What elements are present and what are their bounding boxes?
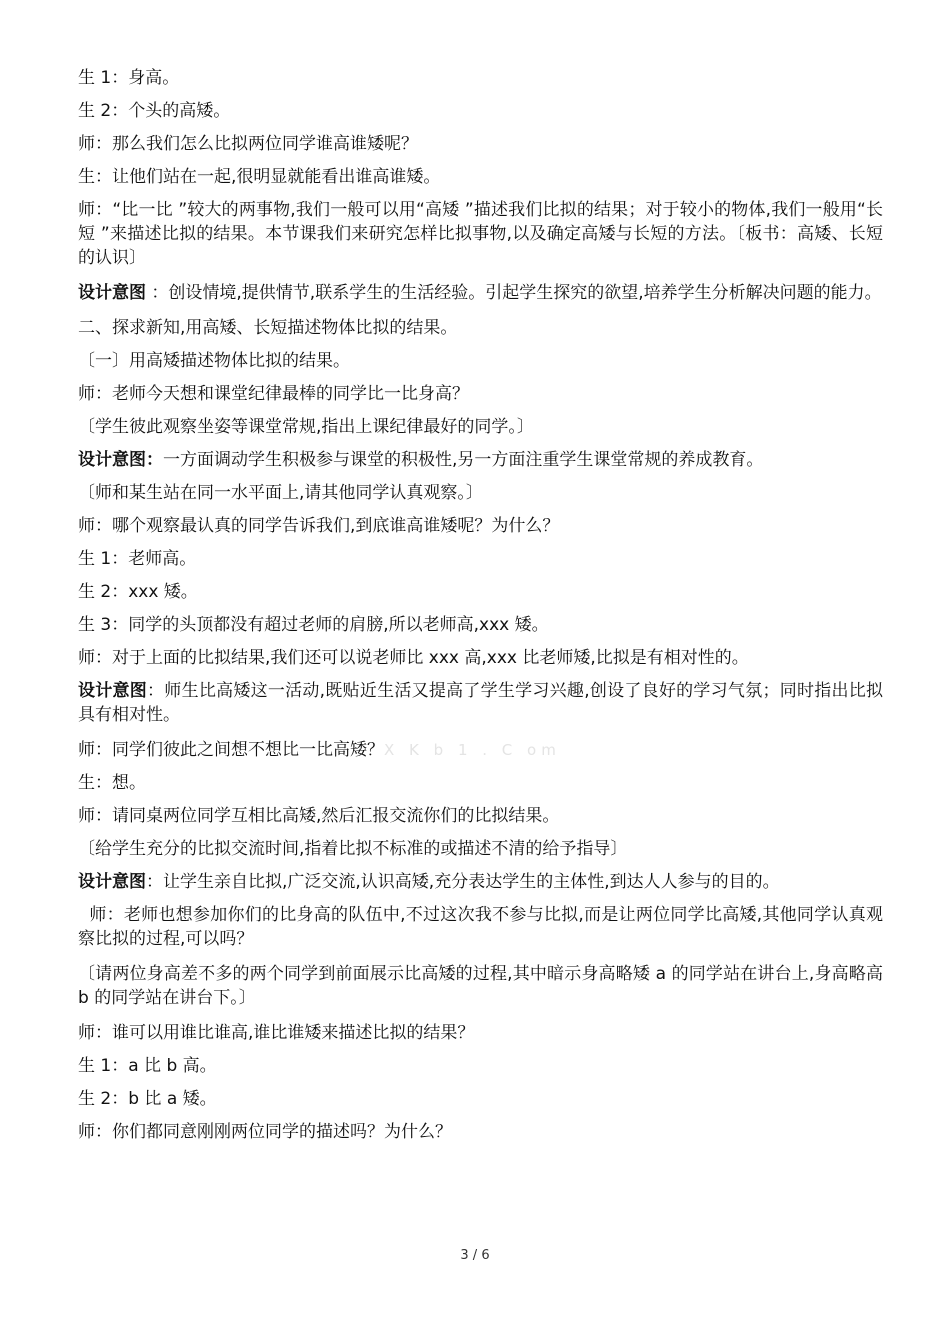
paragraph: 生 3：同学的头顶都没有超过老师的肩膀,所以老师高,xxx 矮。 — [78, 615, 549, 635]
design-intent-label: 设计意图 — [78, 872, 146, 892]
paragraph: 师：对于上面的比拟结果,我们还可以说老师比 xxx 高,xxx 比老师矮,比拟是有相对性的。 — [78, 648, 749, 668]
design-intent-paragraph: 设计意图：一方面调动学生积极参与课堂的积极性,另一方面注重学生课堂常规的养成教育。 — [78, 450, 764, 470]
paragraph: 生 2：b 比 a 矮。 — [78, 1089, 217, 1109]
paragraph: 〔学生彼此观察坐姿等课堂常规,指出上课纪律最好的同学。〕 — [78, 417, 534, 437]
design-intent-label: 设计意图： — [78, 450, 163, 470]
paragraph: 师：老师今天想和课堂纪律最棒的同学比一比身高？ — [78, 384, 469, 404]
paragraph: 〔请两位身高差不多的两个同学到前面展示比高矮的过程,其中暗示身高略矮 a 的同学站在讲台上,身高略高 b 的同学站在讲台下。〕 — [78, 964, 883, 1008]
watermark-text: X K b 1 . C om — [384, 741, 561, 759]
design-intent-paragraph: 设计意图 ：创设情境,提供情节,联系学生的生活经验。引起学生探究的欲望,培养学生分析解决问题的能力。 — [78, 283, 882, 303]
paragraph: 〔师和某生站在同一水平面上,请其他同学认真观察。〕 — [78, 483, 483, 503]
paragraph: 生：让他们站在一起,很明显就能看出谁高谁矮。 — [78, 167, 441, 187]
section-heading: 二、探求新知,用高矮、长短描述物体比拟的结果。 — [78, 318, 458, 338]
paragraph: 师：那么我们怎么比拟两位同学谁高谁矮呢？ — [78, 134, 418, 154]
paragraph: 师：老师也想参加你们的比身高的队伍中,不过这次我不参与比拟,而是让两位同学比高矮,其他同学认真观察比拟的过程,可以吗？ — [78, 905, 883, 949]
paragraph: 师：同学们彼此之间想不想比一比高矮？X K b 1 . C om — [78, 740, 561, 760]
design-intent-label: 设计意图 — [78, 283, 146, 303]
paragraph: 师：请同桌两位同学互相比高矮,然后汇报交流你们的比拟结果。 — [78, 806, 560, 826]
design-intent-paragraph: 设计意图：师生比高矮这一活动,既贴近生活又提高了学生学习兴趣,创设了良好的学习气氛；同时指出比拟具有相对性。 — [78, 681, 884, 725]
paragraph: 师：哪个观察最认真的同学告诉我们,到底谁高谁矮呢？为什么？ — [78, 516, 560, 536]
paragraph: 生 1：身高。 — [78, 68, 180, 88]
design-intent-paragraph: 设计意图：让学生亲自比拟,广泛交流,认识高矮,充分表达学生的主体性,到达人人参与的目的。 — [78, 872, 780, 892]
document-body — [78, 66, 883, 1153]
paragraph: 生 2：xxx 矮。 — [78, 582, 198, 602]
paragraph: 师：你们都同意刚刚两位同学的描述吗？为什么？ — [78, 1122, 452, 1142]
subsection-heading: 〔一〕用高矮描述物体比拟的结果。 — [78, 351, 350, 371]
paragraph: 师：谁可以用谁比谁高,谁比谁矮来描述比拟的结果？ — [78, 1023, 475, 1043]
paragraph: 生 1：老师高。 — [78, 549, 197, 569]
paragraph: 师：“比一比 ”较大的两事物,我们一般可以用“高矮 ”描述我们比拟的结果；对于较小的物体,我们一般用“长短 ”来描述比拟的结果。本节课我们来研究怎样比拟事物,以及确定高矮与长短的方法。〔板书：高矮、长短的认识〕 — [78, 200, 883, 268]
design-intent-label: 设计意图 — [78, 681, 148, 701]
page-number: 3 / 6 — [460, 1248, 490, 1263]
paragraph: 生：想。 — [78, 773, 146, 793]
paragraph: 〔给学生充分的比拟交流时间,指着比拟不标准的或描述不清的给予指导〕 — [78, 839, 628, 859]
paragraph: 生 1：a 比 b 高。 — [78, 1056, 217, 1076]
paragraph: 生 2：个头的高矮。 — [78, 101, 231, 121]
